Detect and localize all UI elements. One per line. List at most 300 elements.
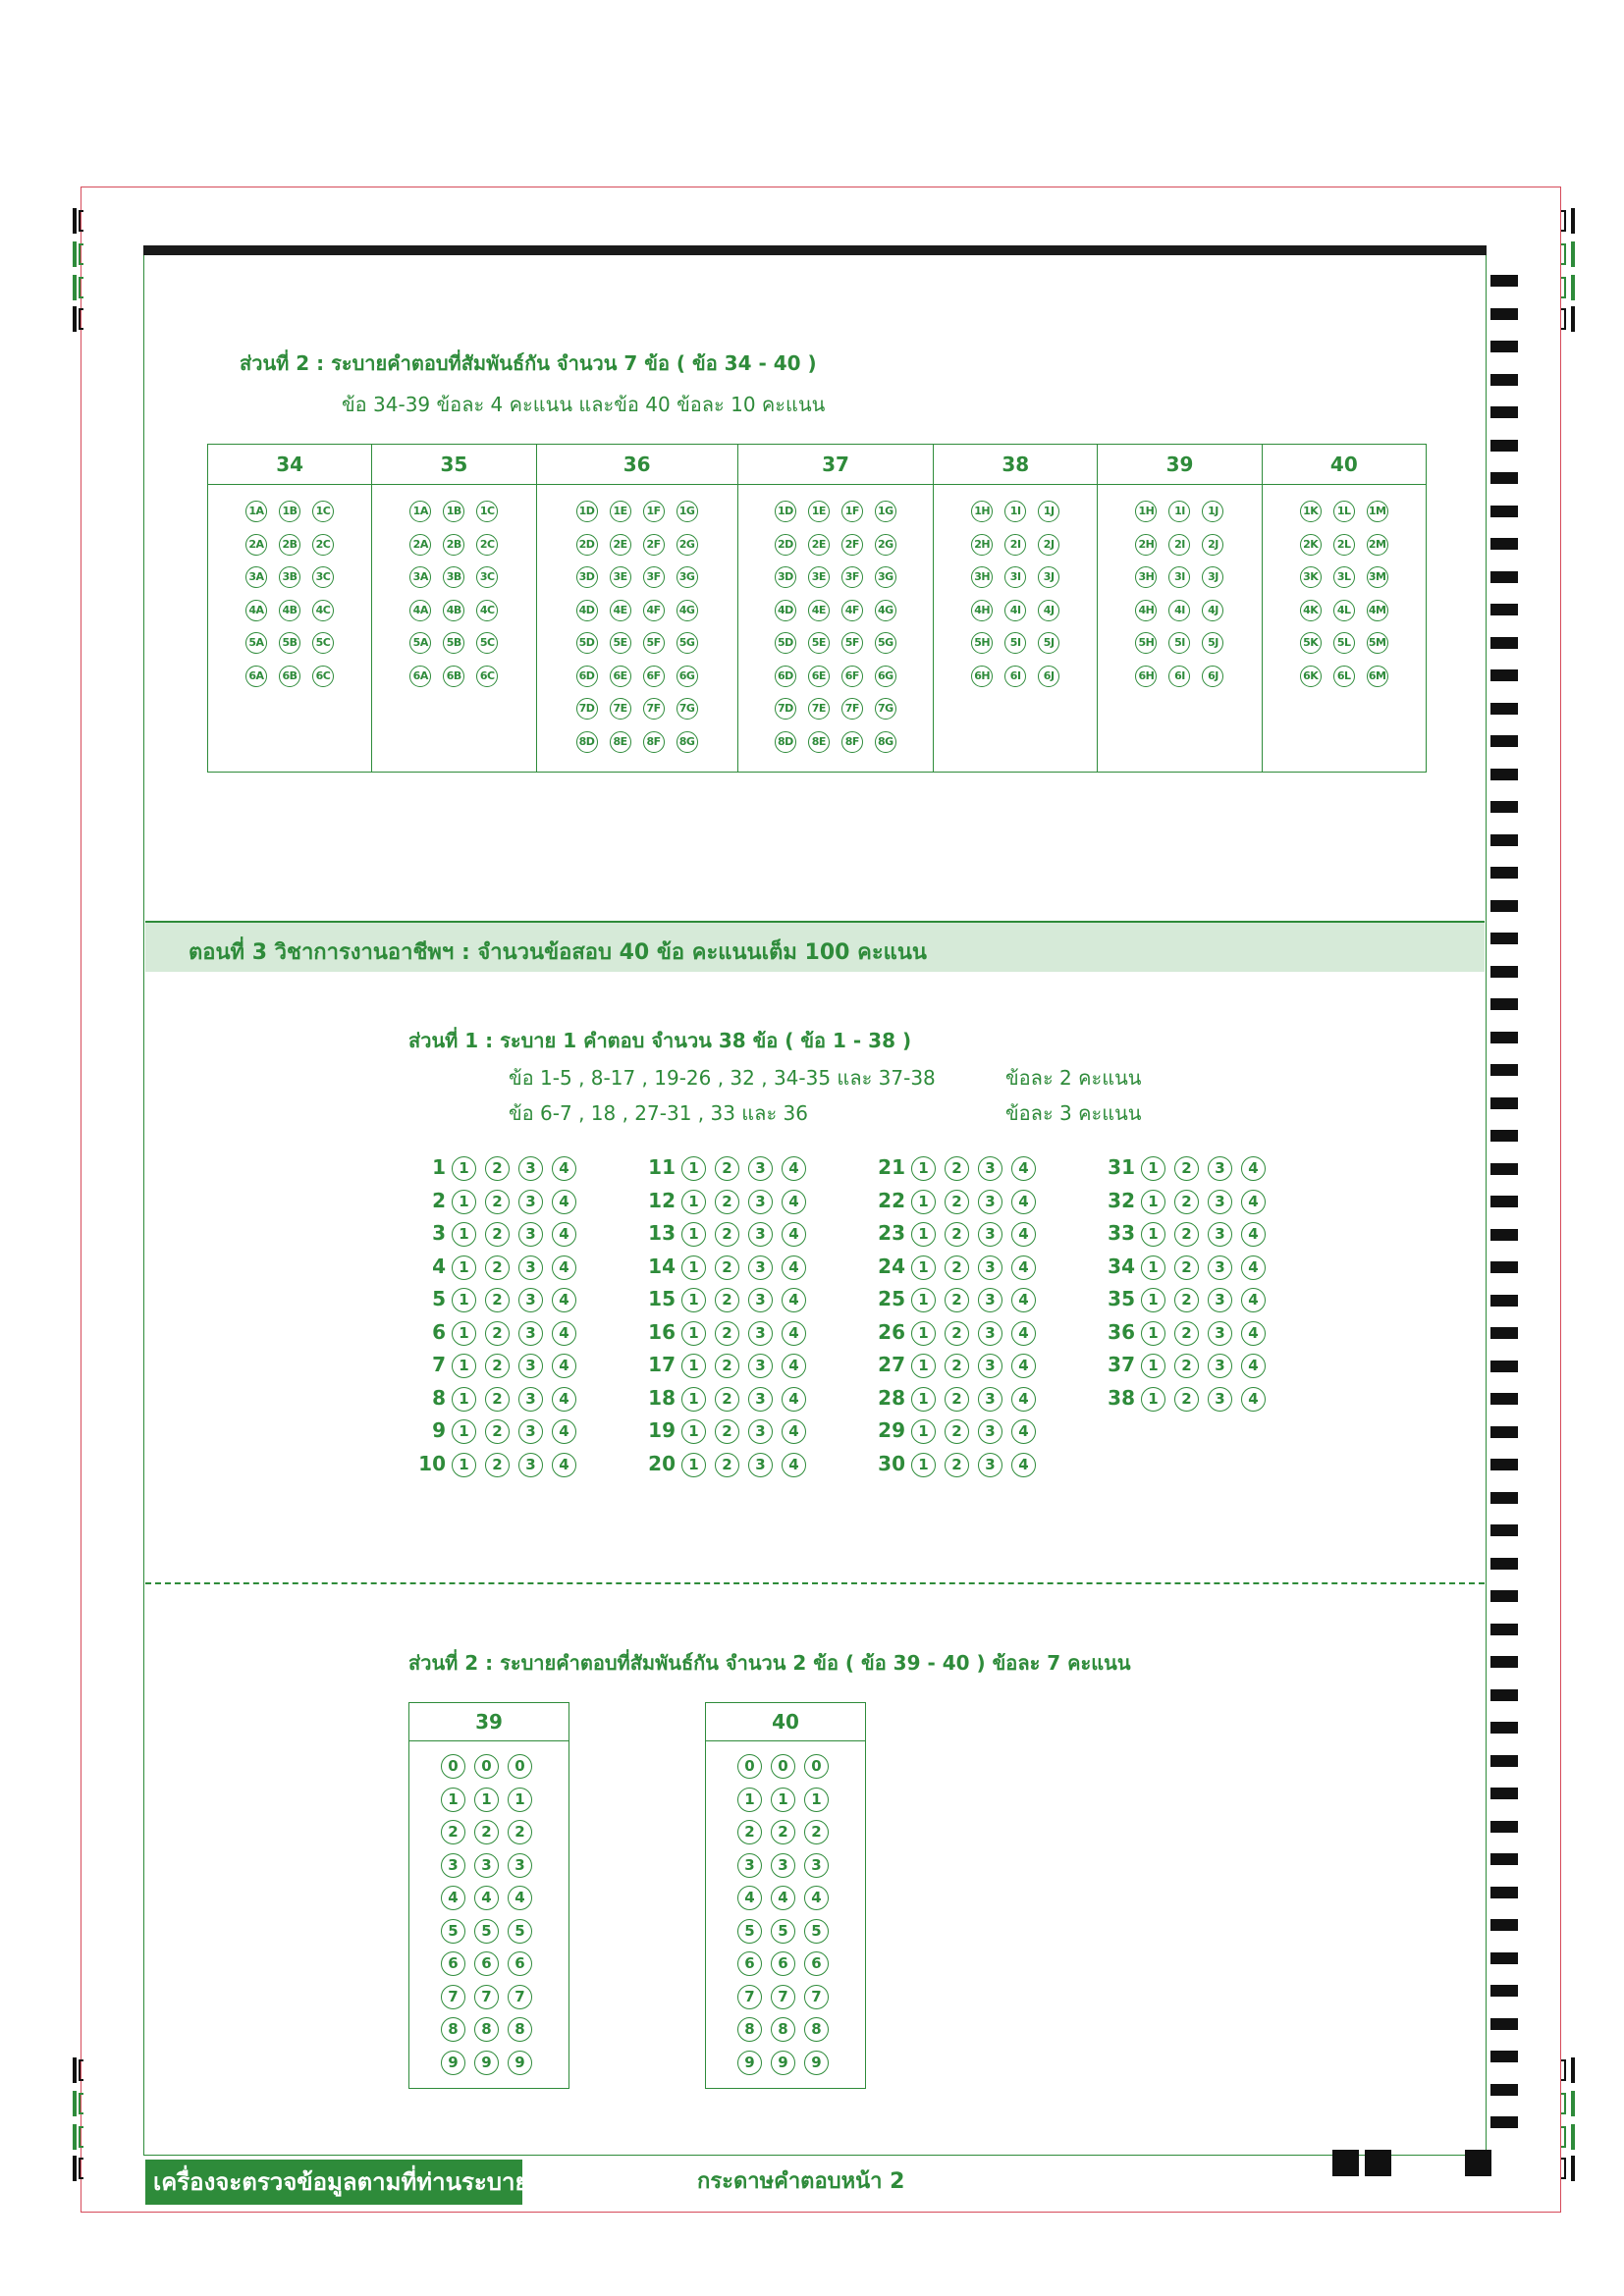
answer-bubble[interactable]: 3D <box>775 566 796 588</box>
choice-bubble[interactable]: 1 <box>681 1288 706 1312</box>
answer-bubble[interactable]: 4G <box>677 600 698 621</box>
digit-bubble[interactable]: 4 <box>474 1886 499 1910</box>
answer-bubble[interactable]: 1A <box>409 501 431 522</box>
choice-bubble[interactable]: 4 <box>552 1190 576 1214</box>
answer-bubble[interactable]: 7D <box>576 698 598 720</box>
answer-bubble[interactable]: 3A <box>245 566 267 588</box>
digit-bubble[interactable]: 7 <box>441 1985 465 2009</box>
answer-bubble[interactable]: 2K <box>1300 534 1322 556</box>
answer-bubble[interactable]: 5H <box>1135 632 1157 654</box>
digit-bubble[interactable]: 8 <box>474 2017 499 2042</box>
answer-bubble[interactable]: 6M <box>1367 666 1388 687</box>
digit-bubble[interactable]: 1 <box>474 1788 499 1812</box>
digit-bubble[interactable]: 6 <box>508 1951 532 1976</box>
choice-bubble[interactable]: 3 <box>748 1321 773 1346</box>
answer-bubble[interactable]: 5D <box>576 632 598 654</box>
answer-bubble[interactable]: 3I <box>1168 566 1190 588</box>
answer-bubble[interactable]: 5D <box>775 632 796 654</box>
answer-bubble[interactable]: 3F <box>643 566 665 588</box>
choice-bubble[interactable]: 2 <box>485 1387 510 1412</box>
digit-bubble[interactable]: 6 <box>474 1951 499 1976</box>
answer-bubble[interactable]: 6F <box>643 666 665 687</box>
answer-bubble[interactable]: 5E <box>808 632 830 654</box>
digit-bubble[interactable]: 2 <box>737 1820 762 1844</box>
answer-bubble[interactable]: 5C <box>476 632 498 654</box>
digit-bubble[interactable]: 8 <box>441 2017 465 2042</box>
digit-bubble[interactable]: 0 <box>737 1754 762 1779</box>
answer-bubble[interactable]: 3E <box>610 566 631 588</box>
answer-bubble[interactable]: 2M <box>1367 534 1388 556</box>
answer-bubble[interactable]: 4F <box>643 600 665 621</box>
answer-bubble[interactable]: 2D <box>775 534 796 556</box>
choice-bubble[interactable]: 4 <box>1241 1156 1266 1181</box>
choice-bubble[interactable]: 3 <box>518 1255 543 1280</box>
choice-bubble[interactable]: 2 <box>1174 1255 1199 1280</box>
digit-bubble[interactable]: 9 <box>508 2051 532 2075</box>
answer-bubble[interactable]: 2G <box>875 534 896 556</box>
answer-bubble[interactable]: 1K <box>1300 501 1322 522</box>
choice-bubble[interactable]: 3 <box>1208 1222 1232 1247</box>
digit-bubble[interactable]: 3 <box>508 1853 532 1878</box>
choice-bubble[interactable]: 1 <box>911 1190 936 1214</box>
choice-bubble[interactable]: 3 <box>978 1156 1002 1181</box>
answer-bubble[interactable]: 5C <box>312 632 334 654</box>
choice-bubble[interactable]: 1 <box>452 1321 476 1346</box>
choice-bubble[interactable]: 2 <box>485 1288 510 1312</box>
choice-bubble[interactable]: 2 <box>945 1453 969 1477</box>
digit-bubble[interactable]: 4 <box>804 1886 829 1910</box>
digit-bubble[interactable]: 9 <box>771 2051 795 2075</box>
choice-bubble[interactable]: 4 <box>1241 1288 1266 1312</box>
choice-bubble[interactable]: 2 <box>485 1190 510 1214</box>
answer-bubble[interactable]: 2A <box>245 534 267 556</box>
answer-bubble[interactable]: 3B <box>279 566 300 588</box>
answer-bubble[interactable]: 6L <box>1333 666 1355 687</box>
answer-bubble[interactable]: 6H <box>971 666 993 687</box>
choice-bubble[interactable]: 4 <box>1011 1419 1036 1444</box>
answer-bubble[interactable]: 6J <box>1038 666 1059 687</box>
choice-bubble[interactable]: 3 <box>1208 1321 1232 1346</box>
answer-bubble[interactable]: 6C <box>312 666 334 687</box>
choice-bubble[interactable]: 3 <box>978 1453 1002 1477</box>
choice-bubble[interactable]: 3 <box>748 1387 773 1412</box>
choice-bubble[interactable]: 3 <box>978 1354 1002 1378</box>
digit-bubble[interactable]: 5 <box>474 1919 499 1944</box>
answer-bubble[interactable]: 6F <box>841 666 863 687</box>
digit-bubble[interactable]: 2 <box>771 1820 795 1844</box>
choice-bubble[interactable]: 3 <box>978 1255 1002 1280</box>
choice-bubble[interactable]: 3 <box>1208 1255 1232 1280</box>
choice-bubble[interactable]: 1 <box>1141 1354 1165 1378</box>
answer-bubble[interactable]: 3J <box>1038 566 1059 588</box>
choice-bubble[interactable]: 2 <box>945 1419 969 1444</box>
answer-bubble[interactable]: 1J <box>1038 501 1059 522</box>
digit-bubble[interactable]: 1 <box>441 1788 465 1812</box>
answer-bubble[interactable]: 3A <box>409 566 431 588</box>
digit-bubble[interactable]: 2 <box>804 1820 829 1844</box>
digit-bubble[interactable]: 4 <box>737 1886 762 1910</box>
digit-bubble[interactable]: 0 <box>804 1754 829 1779</box>
choice-bubble[interactable]: 4 <box>782 1156 806 1181</box>
digit-bubble[interactable]: 5 <box>441 1919 465 1944</box>
choice-bubble[interactable]: 1 <box>452 1255 476 1280</box>
answer-bubble[interactable]: 2F <box>643 534 665 556</box>
answer-bubble[interactable]: 8F <box>643 731 665 753</box>
choice-bubble[interactable]: 3 <box>978 1288 1002 1312</box>
choice-bubble[interactable]: 3 <box>748 1255 773 1280</box>
answer-bubble[interactable]: 3B <box>443 566 464 588</box>
digit-bubble[interactable]: 8 <box>804 2017 829 2042</box>
answer-bubble[interactable]: 3J <box>1202 566 1223 588</box>
choice-bubble[interactable]: 3 <box>1208 1156 1232 1181</box>
digit-bubble[interactable]: 0 <box>508 1754 532 1779</box>
choice-bubble[interactable]: 4 <box>1241 1255 1266 1280</box>
choice-bubble[interactable]: 4 <box>552 1354 576 1378</box>
answer-bubble[interactable]: 5G <box>677 632 698 654</box>
answer-bubble[interactable]: 1I <box>1168 501 1190 522</box>
choice-bubble[interactable]: 1 <box>1141 1255 1165 1280</box>
digit-bubble[interactable]: 5 <box>508 1919 532 1944</box>
choice-bubble[interactable]: 2 <box>715 1419 739 1444</box>
choice-bubble[interactable]: 1 <box>681 1387 706 1412</box>
answer-bubble[interactable]: 4K <box>1300 600 1322 621</box>
answer-bubble[interactable]: 2C <box>312 534 334 556</box>
answer-bubble[interactable]: 6D <box>576 666 598 687</box>
digit-bubble[interactable]: 0 <box>771 1754 795 1779</box>
choice-bubble[interactable]: 4 <box>1241 1222 1266 1247</box>
choice-bubble[interactable]: 3 <box>978 1190 1002 1214</box>
answer-bubble[interactable]: 2B <box>279 534 300 556</box>
digit-bubble[interactable]: 3 <box>441 1853 465 1878</box>
choice-bubble[interactable]: 3 <box>748 1222 773 1247</box>
answer-bubble[interactable]: 7F <box>643 698 665 720</box>
answer-bubble[interactable]: 6A <box>409 666 431 687</box>
choice-bubble[interactable]: 2 <box>945 1190 969 1214</box>
answer-bubble[interactable]: 3H <box>1135 566 1157 588</box>
answer-bubble[interactable]: 1H <box>1135 501 1157 522</box>
choice-bubble[interactable]: 4 <box>1241 1387 1266 1412</box>
answer-bubble[interactable]: 2A <box>409 534 431 556</box>
choice-bubble[interactable]: 2 <box>1174 1190 1199 1214</box>
choice-bubble[interactable]: 1 <box>452 1354 476 1378</box>
answer-bubble[interactable]: 6G <box>875 666 896 687</box>
answer-bubble[interactable]: 1D <box>775 501 796 522</box>
answer-bubble[interactable]: 4A <box>409 600 431 621</box>
choice-bubble[interactable]: 3 <box>1208 1354 1232 1378</box>
choice-bubble[interactable]: 2 <box>945 1222 969 1247</box>
digit-bubble[interactable]: 6 <box>737 1951 762 1976</box>
choice-bubble[interactable]: 1 <box>681 1321 706 1346</box>
digit-bubble[interactable]: 8 <box>771 2017 795 2042</box>
choice-bubble[interactable]: 4 <box>782 1255 806 1280</box>
choice-bubble[interactable]: 2 <box>485 1419 510 1444</box>
answer-bubble[interactable]: 5A <box>245 632 267 654</box>
answer-bubble[interactable]: 6G <box>677 666 698 687</box>
choice-bubble[interactable]: 4 <box>552 1419 576 1444</box>
answer-bubble[interactable]: 8E <box>808 731 830 753</box>
digit-bubble[interactable]: 3 <box>737 1853 762 1878</box>
choice-bubble[interactable]: 1 <box>911 1354 936 1378</box>
answer-bubble[interactable]: 7G <box>677 698 698 720</box>
choice-bubble[interactable]: 2 <box>485 1354 510 1378</box>
digit-bubble[interactable]: 6 <box>804 1951 829 1976</box>
answer-bubble[interactable]: 4G <box>875 600 896 621</box>
choice-bubble[interactable]: 4 <box>782 1321 806 1346</box>
answer-bubble[interactable]: 6C <box>476 666 498 687</box>
answer-bubble[interactable]: 4H <box>971 600 993 621</box>
choice-bubble[interactable]: 1 <box>1141 1387 1165 1412</box>
digit-bubble[interactable]: 2 <box>474 1820 499 1844</box>
choice-bubble[interactable]: 1 <box>911 1321 936 1346</box>
choice-bubble[interactable]: 2 <box>715 1156 739 1181</box>
choice-bubble[interactable]: 3 <box>518 1222 543 1247</box>
choice-bubble[interactable]: 2 <box>715 1387 739 1412</box>
choice-bubble[interactable]: 4 <box>782 1419 806 1444</box>
choice-bubble[interactable]: 2 <box>1174 1156 1199 1181</box>
choice-bubble[interactable]: 4 <box>782 1387 806 1412</box>
choice-bubble[interactable]: 2 <box>715 1354 739 1378</box>
choice-bubble[interactable]: 1 <box>452 1419 476 1444</box>
answer-bubble[interactable]: 2E <box>610 534 631 556</box>
choice-bubble[interactable]: 1 <box>911 1255 936 1280</box>
answer-bubble[interactable]: 1D <box>576 501 598 522</box>
digit-bubble[interactable]: 5 <box>804 1919 829 1944</box>
choice-bubble[interactable]: 2 <box>485 1453 510 1477</box>
answer-bubble[interactable]: 1G <box>875 501 896 522</box>
answer-bubble[interactable]: 3F <box>841 566 863 588</box>
answer-bubble[interactable]: 5B <box>443 632 464 654</box>
answer-bubble[interactable]: 4J <box>1038 600 1059 621</box>
answer-bubble[interactable]: 8G <box>875 731 896 753</box>
choice-bubble[interactable]: 3 <box>1208 1387 1232 1412</box>
answer-bubble[interactable]: 3E <box>808 566 830 588</box>
answer-bubble[interactable]: 6B <box>279 666 300 687</box>
answer-bubble[interactable]: 4D <box>576 600 598 621</box>
choice-bubble[interactable]: 2 <box>485 1255 510 1280</box>
answer-bubble[interactable]: 4L <box>1333 600 1355 621</box>
answer-bubble[interactable]: 6J <box>1202 666 1223 687</box>
choice-bubble[interactable]: 4 <box>1011 1453 1036 1477</box>
answer-bubble[interactable]: 8D <box>775 731 796 753</box>
answer-bubble[interactable]: 3G <box>677 566 698 588</box>
choice-bubble[interactable]: 3 <box>518 1321 543 1346</box>
choice-bubble[interactable]: 3 <box>1208 1288 1232 1312</box>
choice-bubble[interactable]: 1 <box>911 1419 936 1444</box>
choice-bubble[interactable]: 1 <box>1141 1156 1165 1181</box>
choice-bubble[interactable]: 2 <box>485 1321 510 1346</box>
answer-bubble[interactable]: 7F <box>841 698 863 720</box>
choice-bubble[interactable]: 2 <box>485 1156 510 1181</box>
answer-bubble[interactable]: 1I <box>1004 501 1026 522</box>
answer-bubble[interactable]: 1E <box>610 501 631 522</box>
choice-bubble[interactable]: 4 <box>1011 1190 1036 1214</box>
choice-bubble[interactable]: 1 <box>911 1222 936 1247</box>
choice-bubble[interactable]: 4 <box>1011 1156 1036 1181</box>
answer-bubble[interactable]: 5K <box>1300 632 1322 654</box>
answer-bubble[interactable]: 4I <box>1004 600 1026 621</box>
answer-bubble[interactable]: 2I <box>1004 534 1026 556</box>
choice-bubble[interactable]: 1 <box>452 1156 476 1181</box>
answer-bubble[interactable]: 6I <box>1004 666 1026 687</box>
choice-bubble[interactable]: 3 <box>748 1453 773 1477</box>
choice-bubble[interactable]: 4 <box>552 1288 576 1312</box>
answer-bubble[interactable]: 5J <box>1202 632 1223 654</box>
digit-bubble[interactable]: 4 <box>771 1886 795 1910</box>
answer-bubble[interactable]: 3C <box>312 566 334 588</box>
answer-bubble[interactable]: 5I <box>1004 632 1026 654</box>
choice-bubble[interactable]: 4 <box>782 1354 806 1378</box>
choice-bubble[interactable]: 3 <box>518 1190 543 1214</box>
answer-bubble[interactable]: 3D <box>576 566 598 588</box>
choice-bubble[interactable]: 1 <box>911 1156 936 1181</box>
choice-bubble[interactable]: 4 <box>1241 1354 1266 1378</box>
digit-bubble[interactable]: 5 <box>771 1919 795 1944</box>
digit-bubble[interactable]: 3 <box>804 1853 829 1878</box>
choice-bubble[interactable]: 1 <box>452 1288 476 1312</box>
choice-bubble[interactable]: 4 <box>782 1288 806 1312</box>
choice-bubble[interactable]: 1 <box>681 1222 706 1247</box>
answer-bubble[interactable]: 3G <box>875 566 896 588</box>
answer-bubble[interactable]: 4B <box>279 600 300 621</box>
answer-bubble[interactable]: 5G <box>875 632 896 654</box>
answer-bubble[interactable]: 1M <box>1367 501 1388 522</box>
choice-bubble[interactable]: 4 <box>1011 1288 1036 1312</box>
answer-bubble[interactable]: 3I <box>1004 566 1026 588</box>
answer-bubble[interactable]: 1F <box>643 501 665 522</box>
digit-bubble[interactable]: 7 <box>804 1985 829 2009</box>
choice-bubble[interactable]: 1 <box>452 1453 476 1477</box>
answer-bubble[interactable]: 1F <box>841 501 863 522</box>
choice-bubble[interactable]: 1 <box>452 1190 476 1214</box>
choice-bubble[interactable]: 1 <box>1141 1321 1165 1346</box>
answer-bubble[interactable]: 2F <box>841 534 863 556</box>
choice-bubble[interactable]: 3 <box>1208 1190 1232 1214</box>
choice-bubble[interactable]: 3 <box>518 1156 543 1181</box>
answer-bubble[interactable]: 5M <box>1367 632 1388 654</box>
digit-bubble[interactable]: 8 <box>508 2017 532 2042</box>
choice-bubble[interactable]: 4 <box>552 1321 576 1346</box>
choice-bubble[interactable]: 1 <box>452 1387 476 1412</box>
answer-bubble[interactable]: 6E <box>808 666 830 687</box>
choice-bubble[interactable]: 3 <box>518 1419 543 1444</box>
answer-bubble[interactable]: 7G <box>875 698 896 720</box>
choice-bubble[interactable]: 1 <box>1141 1288 1165 1312</box>
answer-bubble[interactable]: 1E <box>808 501 830 522</box>
answer-bubble[interactable]: 3C <box>476 566 498 588</box>
digit-bubble[interactable]: 6 <box>441 1951 465 1976</box>
answer-bubble[interactable]: 4E <box>610 600 631 621</box>
choice-bubble[interactable]: 3 <box>978 1419 1002 1444</box>
answer-bubble[interactable]: 4C <box>312 600 334 621</box>
choice-bubble[interactable]: 4 <box>1011 1255 1036 1280</box>
answer-bubble[interactable]: 1H <box>971 501 993 522</box>
choice-bubble[interactable]: 2 <box>715 1255 739 1280</box>
choice-bubble[interactable]: 4 <box>552 1387 576 1412</box>
answer-bubble[interactable]: 2J <box>1038 534 1059 556</box>
answer-bubble[interactable]: 4B <box>443 600 464 621</box>
digit-bubble[interactable]: 7 <box>508 1985 532 2009</box>
answer-bubble[interactable]: 6K <box>1300 666 1322 687</box>
answer-bubble[interactable]: 5L <box>1333 632 1355 654</box>
answer-bubble[interactable]: 7E <box>808 698 830 720</box>
choice-bubble[interactable]: 2 <box>715 1190 739 1214</box>
digit-bubble[interactable]: 4 <box>508 1886 532 1910</box>
digit-bubble[interactable]: 9 <box>737 2051 762 2075</box>
choice-bubble[interactable]: 2 <box>945 1255 969 1280</box>
answer-bubble[interactable]: 4M <box>1367 600 1388 621</box>
choice-bubble[interactable]: 2 <box>1174 1387 1199 1412</box>
answer-bubble[interactable]: 1G <box>677 501 698 522</box>
answer-bubble[interactable]: 5F <box>643 632 665 654</box>
answer-bubble[interactable]: 3M <box>1367 566 1388 588</box>
answer-bubble[interactable]: 1B <box>279 501 300 522</box>
answer-bubble[interactable]: 5J <box>1038 632 1059 654</box>
answer-bubble[interactable]: 3H <box>971 566 993 588</box>
choice-bubble[interactable]: 2 <box>1174 1354 1199 1378</box>
digit-bubble[interactable]: 0 <box>474 1754 499 1779</box>
answer-bubble[interactable]: 4A <box>245 600 267 621</box>
answer-bubble[interactable]: 4C <box>476 600 498 621</box>
digit-bubble[interactable]: 2 <box>441 1820 465 1844</box>
choice-bubble[interactable]: 1 <box>681 1453 706 1477</box>
digit-bubble[interactable]: 8 <box>737 2017 762 2042</box>
answer-bubble[interactable]: 1L <box>1333 501 1355 522</box>
choice-bubble[interactable]: 2 <box>485 1222 510 1247</box>
choice-bubble[interactable]: 4 <box>552 1222 576 1247</box>
answer-bubble[interactable]: 1C <box>312 501 334 522</box>
choice-bubble[interactable]: 2 <box>715 1321 739 1346</box>
choice-bubble[interactable]: 3 <box>978 1321 1002 1346</box>
answer-bubble[interactable]: 2C <box>476 534 498 556</box>
choice-bubble[interactable]: 1 <box>911 1288 936 1312</box>
digit-bubble[interactable]: 7 <box>474 1985 499 2009</box>
choice-bubble[interactable]: 3 <box>748 1190 773 1214</box>
choice-bubble[interactable]: 3 <box>518 1354 543 1378</box>
answer-bubble[interactable]: 2H <box>971 534 993 556</box>
choice-bubble[interactable]: 4 <box>782 1222 806 1247</box>
answer-bubble[interactable]: 6H <box>1135 666 1157 687</box>
digit-bubble[interactable]: 3 <box>474 1853 499 1878</box>
digit-bubble[interactable]: 9 <box>474 2051 499 2075</box>
answer-bubble[interactable]: 3L <box>1333 566 1355 588</box>
choice-bubble[interactable]: 4 <box>782 1453 806 1477</box>
answer-bubble[interactable]: 2D <box>576 534 598 556</box>
choice-bubble[interactable]: 2 <box>715 1288 739 1312</box>
answer-bubble[interactable]: 5F <box>841 632 863 654</box>
choice-bubble[interactable]: 1 <box>452 1222 476 1247</box>
answer-bubble[interactable]: 5B <box>279 632 300 654</box>
answer-bubble[interactable]: 6E <box>610 666 631 687</box>
answer-bubble[interactable]: 5A <box>409 632 431 654</box>
choice-bubble[interactable]: 1 <box>911 1387 936 1412</box>
choice-bubble[interactable]: 4 <box>1011 1354 1036 1378</box>
choice-bubble[interactable]: 1 <box>911 1453 936 1477</box>
answer-bubble[interactable]: 2E <box>808 534 830 556</box>
choice-bubble[interactable]: 4 <box>1011 1222 1036 1247</box>
answer-bubble[interactable]: 2G <box>677 534 698 556</box>
answer-bubble[interactable]: 5I <box>1168 632 1190 654</box>
choice-bubble[interactable]: 3 <box>518 1387 543 1412</box>
answer-bubble[interactable]: 3K <box>1300 566 1322 588</box>
choice-bubble[interactable]: 1 <box>681 1190 706 1214</box>
choice-bubble[interactable]: 2 <box>1174 1288 1199 1312</box>
answer-bubble[interactable]: 4F <box>841 600 863 621</box>
answer-bubble[interactable]: 4I <box>1168 600 1190 621</box>
answer-bubble[interactable]: 1J <box>1202 501 1223 522</box>
answer-bubble[interactable]: 7E <box>610 698 631 720</box>
choice-bubble[interactable]: 4 <box>552 1255 576 1280</box>
digit-bubble[interactable]: 9 <box>441 2051 465 2075</box>
